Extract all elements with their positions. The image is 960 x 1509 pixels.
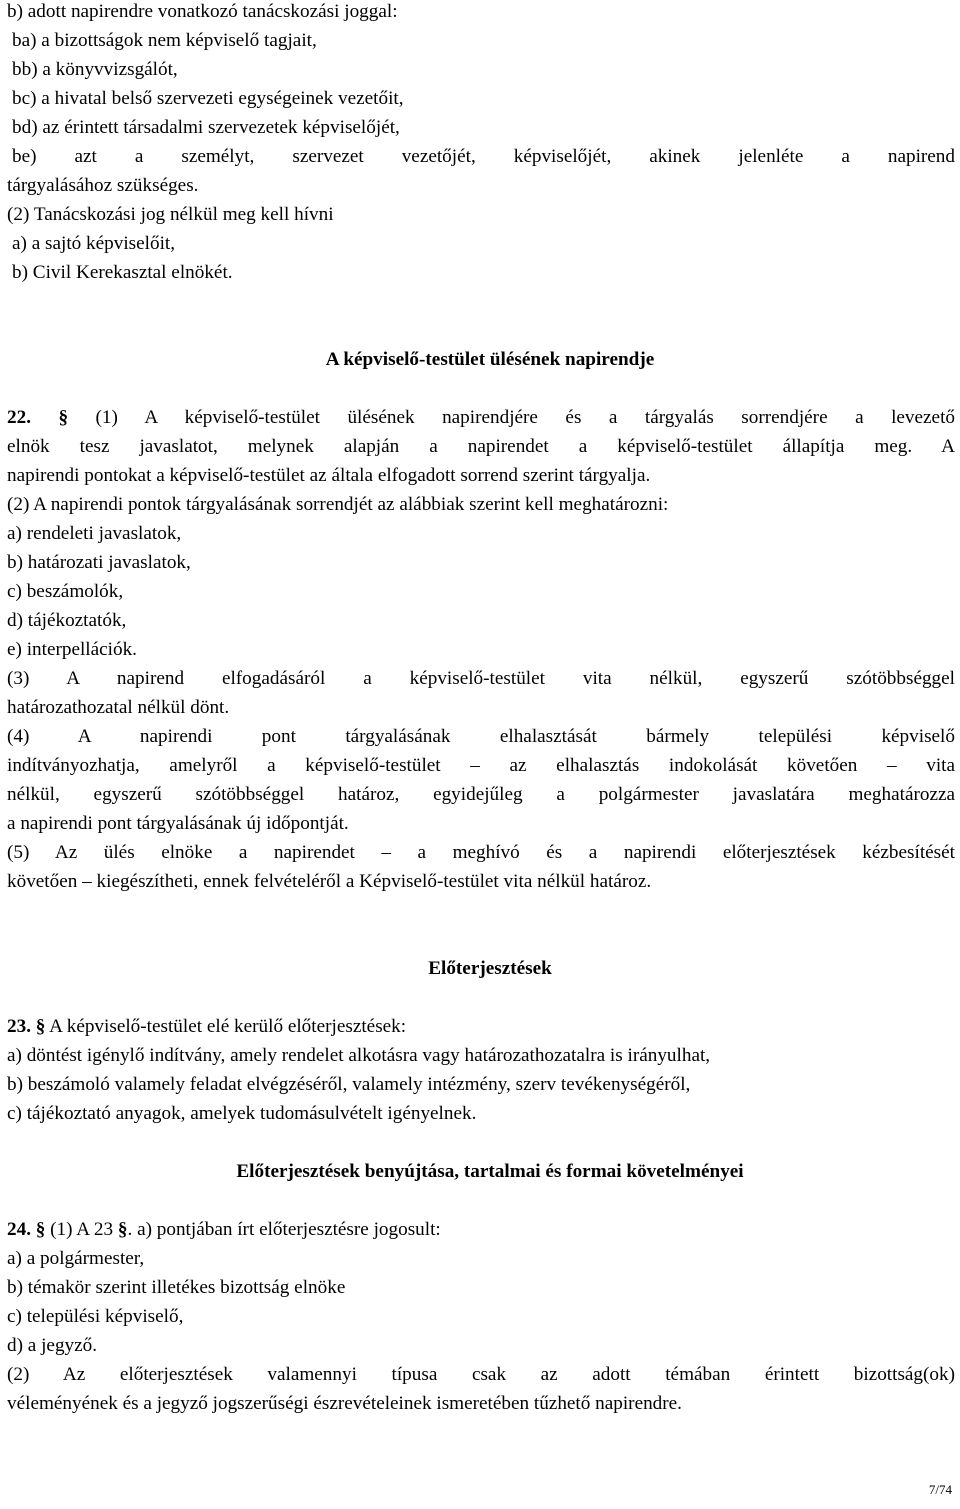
text-line: c) beszámolók, <box>7 581 124 602</box>
text-line: a napirendi pont tárgyalásának új időpontját. <box>7 813 349 834</box>
text-line: be) azt a személyt, szervezet vezetőjét, képviselőjét, akinek jelenléte a napirend <box>12 146 955 167</box>
section-heading: Előterjesztések <box>428 958 552 979</box>
section-heading: Előterjesztések benyújtása, tartalmai és formai követelményei <box>236 1161 744 1182</box>
paragraph-number: 22. <box>7 407 31 428</box>
section-sign: § <box>35 1219 46 1240</box>
paragraph-number: 24. <box>7 1219 31 1240</box>
text-line: (2) A napirendi pontok tárgyalásának sorrendjét az alábbiak szerint kell meghatározni: <box>7 494 669 515</box>
text-line: a) döntést igénylő indítvány, amely rendelet alkotásra vagy határozathozatalra is irányulhat, <box>7 1045 711 1066</box>
text-line: követően – kiegészítheti, ennek felvételéről a Képviselő-testület vita nélkül határoz. <box>7 871 652 892</box>
text-line: (2) Tanácskozási jog nélkül meg kell hívni <box>7 204 334 225</box>
text-line: a) a sajtó képviselőit, <box>12 233 176 254</box>
text-line: bd) az érintett társadalmi szervezetek képviselőjét, <box>12 117 400 138</box>
text-line: c) települési képviselő, <box>7 1306 184 1327</box>
text-line: b) témakör szerint illetékes bizottság elnöke <box>7 1277 346 1298</box>
section-sign: § <box>58 407 69 428</box>
paragraph-text: (1) A képviselő-testület ülésének napirendjére és a tárgyalás sorrendjére a levezető <box>95 407 955 428</box>
page-number: 7/74 <box>928 1482 952 1497</box>
text-line: indítványozhatja, amelyről a képviselő-testület – az elhalasztás indokolását követően – vita <box>7 755 955 776</box>
text-line: határozathozatal nélkül dönt. <box>7 697 230 718</box>
text-line: d) tájékoztatók, <box>7 610 127 631</box>
text-line: nélkül, egyszerű szótöbbséggel határoz, egyidejűleg a polgármester javaslatára meghatározza <box>7 784 955 805</box>
paragraph-text-cont: . a) pontjában írt előterjesztésre jogosult: <box>127 1219 441 1240</box>
text-line: bb) a könyvvizsgálót, <box>12 59 178 80</box>
section-heading: A képviselő-testület ülésének napirendje <box>325 349 655 370</box>
text-line: c) tájékoztató anyagok, amelyek tudomásulvételt igényelnek. <box>7 1103 477 1124</box>
text-line: tárgyalásához szükséges. <box>7 175 199 196</box>
paragraph-text: (1) A 23 <box>50 1219 114 1240</box>
text-line: b) Civil Kerekasztal elnökét. <box>12 262 233 283</box>
text-line: b) adott napirendre vonatkozó tanácskozási joggal: <box>7 1 398 22</box>
text-line: e) interpellációk. <box>7 639 137 660</box>
paragraph-line <box>7 406 955 430</box>
paragraph-line <box>7 1015 955 1039</box>
paragraph-text: A képviselő-testület elé kerülő előterjesztések: <box>49 1016 407 1037</box>
paragraph-line <box>7 1218 955 1242</box>
text-line: (4) A napirendi pont tárgyalásának elhalasztását bármely települési képviselő <box>7 726 955 747</box>
text-line: b) beszámoló valamely feladat elvégzéséről, valamely intézmény, szerv tevékenységéről, <box>7 1074 691 1095</box>
paragraph-number: 23. <box>7 1016 31 1037</box>
text-line: b) határozati javaslatok, <box>7 552 191 573</box>
text-line: bc) a hivatal belső szervezeti egységeinek vezetőit, <box>12 88 404 109</box>
text-line: (5) Az ülés elnöke a napirendet – a meghívó és a napirendi előterjesztések kézbesítését <box>7 842 955 863</box>
text-line: a) a polgármester, <box>7 1248 145 1269</box>
text-line: ba) a bizottságok nem képviselő tagjait, <box>12 30 317 51</box>
text-line: véleményének és a jegyző jogszerűségi észrevételeinek ismeretében tűzhető napirendre. <box>7 1393 682 1414</box>
section-sign: § <box>35 1016 46 1037</box>
text-line: napirendi pontokat a képviselő-testület az általa elfogadott sorrend szerint tárgyalja. <box>7 465 651 486</box>
section-sign-ref: § <box>117 1219 128 1240</box>
text-line: d) a jegyző. <box>7 1335 98 1356</box>
text-line: (2) Az előterjesztések valamennyi típusa csak az adott témában érintett bizottság(ok) <box>7 1364 955 1385</box>
text-line: elnök tesz javaslatot, melynek alapján a napirendet a képviselő-testület állapítja meg. A <box>7 436 955 457</box>
text-line: a) rendeleti javaslatok, <box>7 523 182 544</box>
text-line: (3) A napirend elfogadásáról a képviselő-testület vita nélkül, egyszerű szótöbbséggel <box>7 668 955 689</box>
